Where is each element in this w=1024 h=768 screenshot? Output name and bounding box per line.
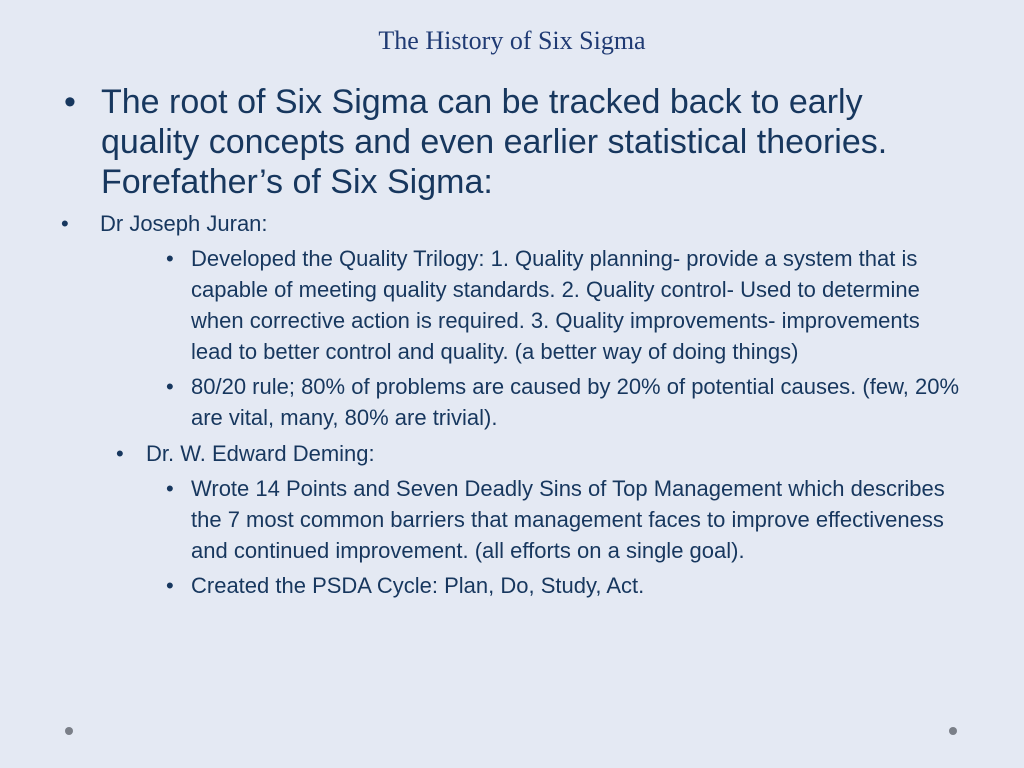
slide-title: The History of Six Sigma xyxy=(378,26,646,55)
bullet-icon: • xyxy=(166,374,174,399)
deming-heading-bullet xyxy=(0,439,1024,469)
bullet-icon: • xyxy=(166,476,174,501)
bullet-icon: • xyxy=(166,573,174,598)
bullet-icon: • xyxy=(116,441,124,466)
corner-dot-left-icon xyxy=(65,727,73,735)
intro-text: The root of Six Sigma can be tracked back to early quality concepts and even earlier statistical theories. Forefather’s of Six Sigma: xyxy=(101,83,888,201)
corner-dot-right-icon xyxy=(949,727,957,735)
deming-point-text: Wrote 14 Points and Seven Deadly Sins of Top Management which describes the 7 most common barriers that management faces to improve effectiveness and continued improvement. (all efforts on a single goal). xyxy=(191,476,945,563)
deming-point-psda xyxy=(0,570,1024,601)
juran-heading: Dr Joseph Juran: xyxy=(100,211,268,236)
juran-point-80-20 xyxy=(0,371,1024,433)
juran-heading-bullet xyxy=(0,209,1024,239)
deming-point-14-points xyxy=(0,473,1024,566)
deming-heading: Dr. W. Edward Deming: xyxy=(146,441,375,466)
juran-point-trilogy xyxy=(0,243,1024,367)
bullet-icon: • xyxy=(166,246,174,271)
intro-bullet xyxy=(0,82,1024,202)
slide-content xyxy=(0,82,1024,601)
juran-point-text: 80/20 rule; 80% of problems are caused by 20% of potential causes. (few, 20% are vital, many, 80% are trivial). xyxy=(191,374,960,430)
bullet-icon: • xyxy=(61,211,69,236)
deming-point-text: Created the PSDA Cycle: Plan, Do, Study, Act. xyxy=(191,573,645,598)
bullet-icon: • xyxy=(64,83,76,121)
juran-point-text: Developed the Quality Trilogy: 1. Quality planning- provide a system that is capable of meeting quality standards. 2. Quality control- Used to determine when corrective action is required. 3. Quality improvements- improvements lead to better control and quality. (a better way of doing things) xyxy=(191,246,920,364)
